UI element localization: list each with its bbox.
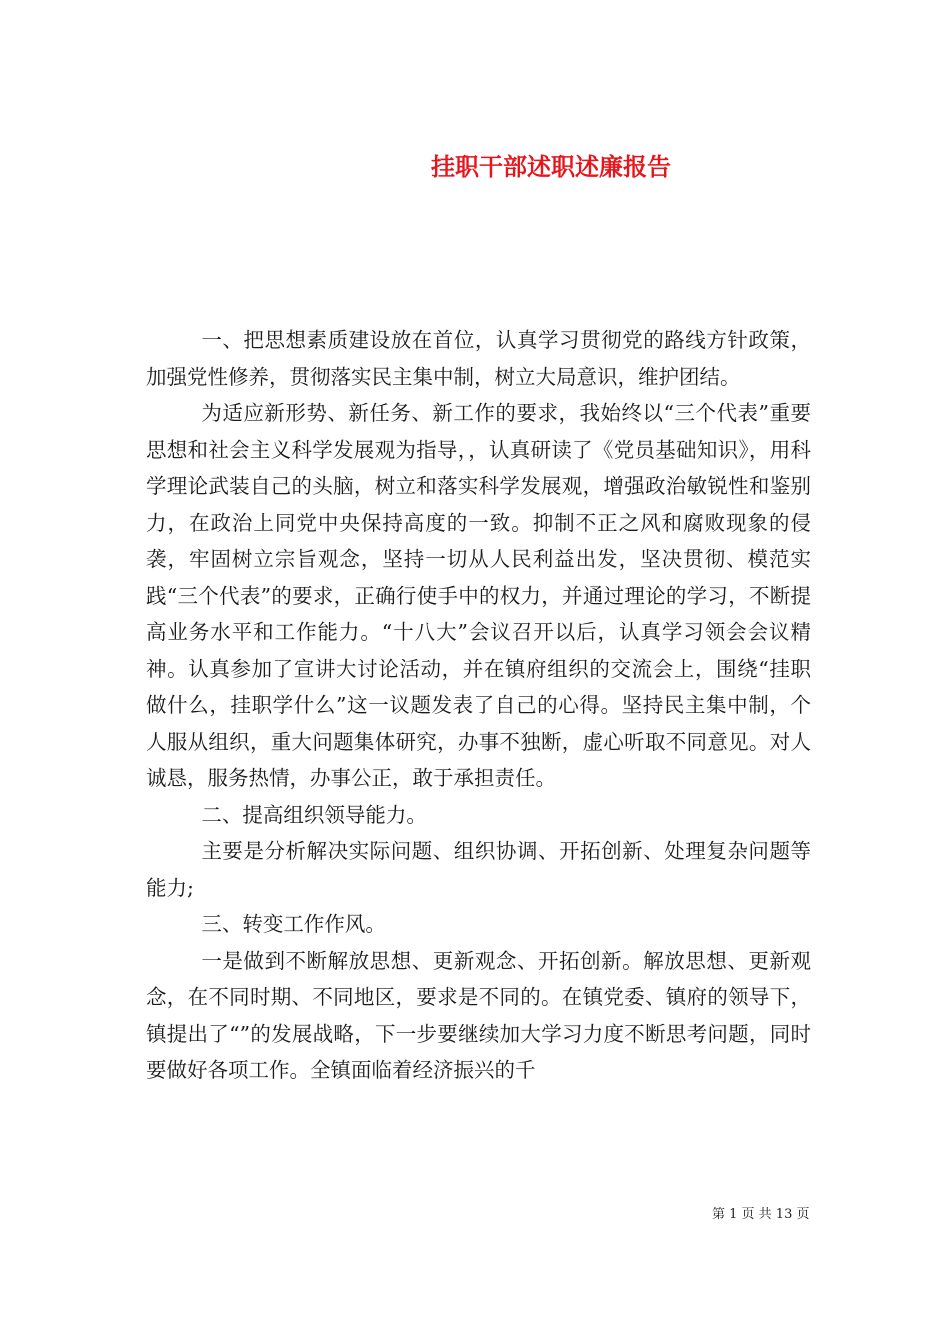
document-body: [146, 322, 811, 1089]
paragraph-3: 二、提高组织领导能力。: [201, 802, 427, 827]
paragraph-1: 一、把思想素质建设放在首位，认真学习贯彻党的路线方针政策，加强党性修养，贯彻落实民主集中制，树立大局意识，维护团结。: [146, 328, 811, 389]
paragraph-5: 三、转变工作作风。: [201, 912, 386, 936]
document-title: 挂职干部述职述廉报告: [431, 152, 671, 182]
page-number-footer: 第 1 页 共 13 页: [712, 1207, 810, 1222]
paragraph-6: 一是做到不断解放思想、更新观念、开拓创新。解放思想、更新观念，在不同时期、不同地区，要求是不同的。在镇党委、镇府的领导下，镇提出了“”的发展战略，下一步要继续加大学习力度不断思考问题，同时要做好各项工作。全镇面临着经济振兴的千: [146, 948, 811, 1082]
paragraph-4: 主要是分析解决实际问题、组织协调、开拓创新、处理复杂问题等能力;: [146, 839, 811, 900]
paragraph-2: 为适应新形势、新任务、新工作的要求，我始终以“三个代表”重要思想和社会主义科学发展观为指导，，认真研读了《党员基础知识》，用科学理论武装自己的头脑，树立和落实科学发展观，增强政治敏锐性和鉴别力，在政治上同党中央保持高度的一致。抑制不正之风和腐败现象的侵袭，牢固树立宗旨观念，坚持一切从人民利益出发，坚决贯彻、模范实践“三个代表”的要求，正确行使手中的权力，并通过理论的学习，不断提高业务水平和工作能力。“十八大”会议召开以后，认真学习领会会议精神。认真参加了宣讲大讨论活动，并在镇府组织的交流会上，围绕“挂职做什么，挂职学什么”这一议题发表了自己的心得。坚持民主集中制，个人服从组织，重大问题集体研究，办事不独断，虚心听取不同意见。对人诚恳，服务热情，办事公正，敢于承担责任。: [146, 401, 811, 790]
